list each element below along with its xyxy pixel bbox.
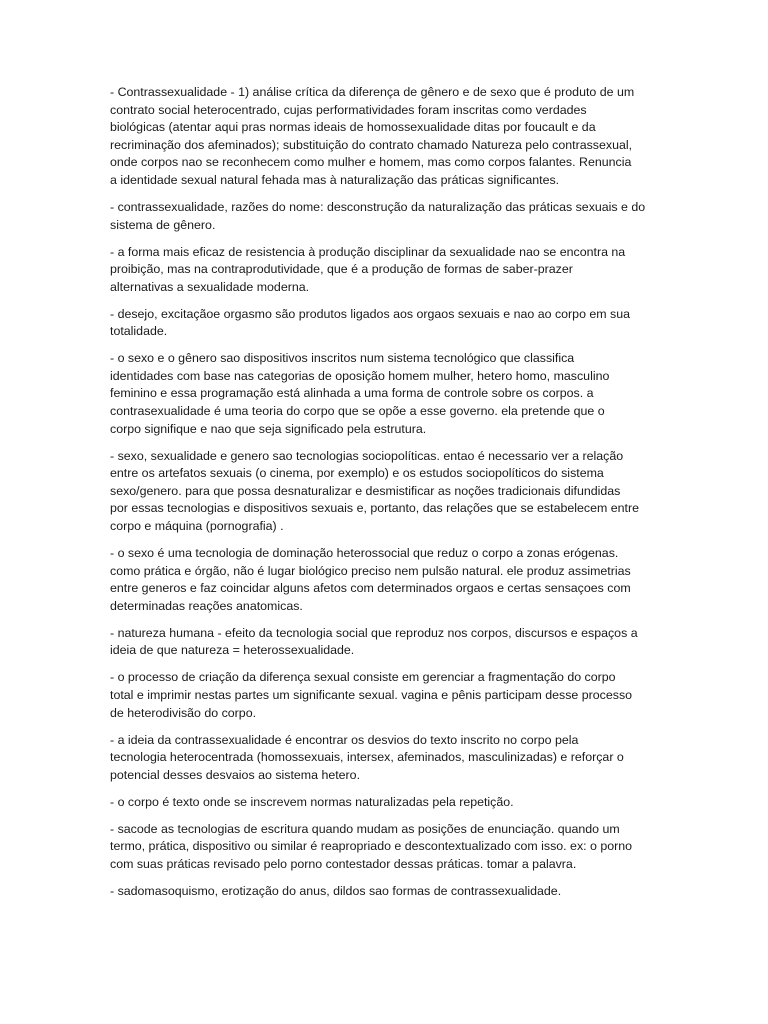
paragraph-line: feminino e essa programação está alinhada a uma forma de controle sobre os corpos. a: [110, 386, 594, 401]
paragraph: [110, 821, 662, 874]
paragraph: [110, 199, 662, 234]
paragraph-line: - sadomasoquismo, erotização do anus, dildos sao formas de contrassexualidade.: [110, 883, 562, 898]
paragraph-line: - a forma mais eficaz de resistencia à produção disciplinar da sexualidade nao se encontra na: [110, 244, 626, 259]
paragraph: [110, 448, 662, 536]
paragraph-line: - o sexo é uma tecnologia de dominação heterossocial que reduz o corpo a zonas erógenas.: [110, 546, 619, 560]
paragraph: [110, 545, 662, 615]
paragraph: [110, 794, 662, 812]
paragraph-line: - sexo, sexualidade e genero sao tecnologias sociopolíticas. entao é necessario ver a relação: [110, 448, 624, 463]
paragraph-line: sistema de gênero.: [110, 217, 216, 232]
paragraph: [110, 669, 662, 722]
paragraph-line: a identidade sexual natural fehada mas à naturalização das práticas significantes.: [110, 172, 560, 187]
paragraph-line: como prática e órgão, não é lugar biológico preciso nem pulsão natural. ele produz assimetrias: [110, 563, 631, 578]
paragraph: [110, 350, 662, 438]
paragraph-line: - natureza humana - efeito da tecnologia social que reproduz nos corpos, discursos e espaços a: [110, 625, 638, 640]
paragraph-line: tecnologia heterocentrada (homossexuais, intersex, afeminados, masculinizadas) e reforçar o: [110, 750, 624, 765]
paragraph-line: - sacode as tecnologias de escritura quando mudam as posições de enunciação. quando um: [110, 821, 620, 836]
paragraph-line: recriminação dos afeminados); substituição do contrato chamado Natureza pelo contrassexual,: [110, 137, 633, 152]
paragraph-line: total e imprimir nestas partes um significante sexual. vagina e pênis participam desse processo: [110, 687, 633, 702]
paragraph-line: contrato social heterocentrado, cujas performatividades foram inscritas como verdades: [110, 102, 587, 117]
paragraph-line: - o corpo é texto onde se inscrevem normas naturalizadas pela repetição.: [110, 794, 514, 809]
paragraph-line: corpo signifique e nao que seja significado pela estrutura.: [110, 421, 427, 436]
paragraph-line: ideia de que natureza = heterossexualidade.: [110, 643, 355, 658]
paragraph-line: sexo/genero. para que possa desnaturalizar e desmistificar as noções tradicionais difundidas: [110, 483, 621, 498]
paragraph: [110, 306, 662, 341]
paragraph-line: - a ideia da contrassexualidade é encontrar os desvios do texto inscrito no corpo pela: [110, 732, 579, 747]
paragraph-line: biológicas (atentar aqui pras normas ideais de homossexualidade ditas por foucault e da: [110, 120, 596, 135]
paragraph: [110, 732, 662, 785]
paragraph: [110, 244, 662, 297]
paragraph-line: - Contrassexualidade - 1) análise crítica da diferença de gênero e de sexo que é produto de um: [110, 85, 635, 99]
paragraph-line: - o processo de criação da diferença sexual consiste em gerenciar a fragmentação do corpo: [110, 670, 616, 685]
paragraph: [110, 84, 662, 190]
paragraph-line: - o sexo e o gênero sao dispositivos inscritos num sistema tecnológico que classifica: [110, 351, 575, 366]
paragraph-line: - desejo, excitaçãoe orgasmo são produtos ligados aos orgaos sexuais e nao ao corpo em sua: [110, 306, 631, 321]
paragraph-line: potencial desses desvaios ao sistema hetero.: [110, 767, 361, 782]
paragraph-line: entre generos e faz coincidar alguns afetos com determinados orgaos e certas sensaçoes com: [110, 581, 631, 596]
paragraph-line: onde corpos nao se reconhecem como mulher e homem, mas como corpos falantes. Renuncia: [110, 155, 632, 170]
paragraph-line: de heterodivisão do corpo.: [110, 705, 257, 720]
paragraph-line: identidades com base nas categorias de oposição homem mulher, hetero homo, masculino: [110, 368, 610, 383]
paragraph: [110, 625, 662, 660]
paragraph-line: totalidade.: [110, 324, 168, 339]
paragraph-line: com suas práticas revisado pelo porno contestador dessas práticas. tomar a palavra.: [110, 856, 577, 871]
paragraph-line: proibição, mas na contraprodutividade, que é a produção de formas de saber-prazer: [110, 262, 573, 277]
paragraph-line: corpo e máquina (pornografia) .: [110, 519, 284, 534]
paragraph-line: entre os artefatos sexuais (o cinema, por exemplo) e os estudos sociopolíticos do sistema: [110, 466, 604, 481]
paragraph-line: determinadas reações anatomicas.: [110, 598, 303, 613]
document-body: [110, 84, 662, 910]
paragraph-line: contrasexualidade é uma teoria do corpo que se opõe a esse governo. ela pretende que o: [110, 404, 605, 419]
paragraph-line: termo, prática, dispositivo ou similar é reapropriado e descontextualizado com isso. ex: o porno: [110, 839, 633, 854]
paragraph-line: - contrassexualidade, razões do nome: desconstrução da naturalização das práticas sexuais e do: [110, 199, 646, 214]
paragraph: [110, 883, 662, 901]
paragraph-line: alternativas a sexualidade moderna.: [110, 279, 310, 294]
paragraph-line: por essas tecnologias e dispositivos sexuais e, portanto, das relações que se estabelecem entre: [110, 501, 639, 516]
